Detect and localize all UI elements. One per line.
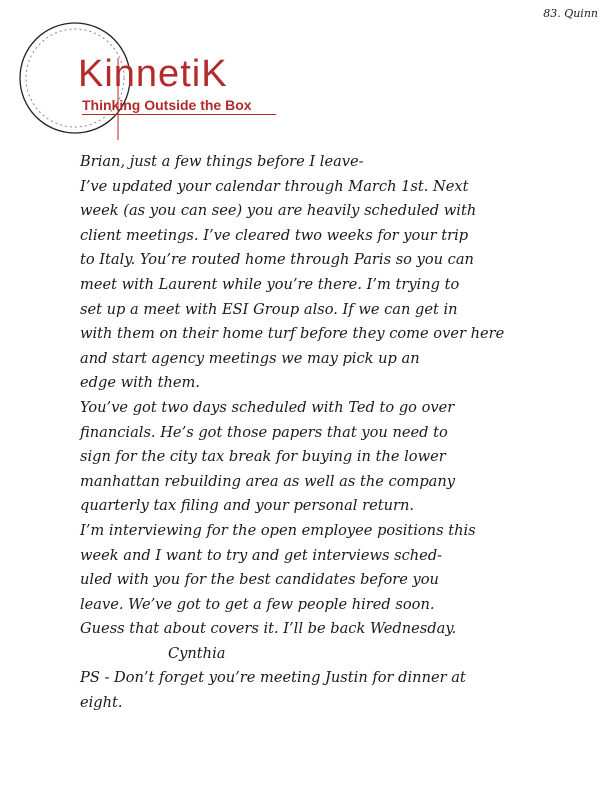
- letter-line: to Italy. You’re routed home through Paris so you can: [80, 251, 474, 269]
- page-number: 83. Quinn: [543, 7, 598, 20]
- letter-line: financials. He’s got those papers that you need to: [80, 423, 448, 441]
- letter-line: Brian, just a few things before I leave-: [80, 153, 364, 170]
- letter-line: Guess that about covers it. I’ll be back Wednesday.: [80, 620, 457, 638]
- kinnetik-logo: [0, 0, 300, 140]
- letter-line: week (as you can see) you are heavily scheduled with: [80, 202, 477, 220]
- signature: Cynthia: [168, 644, 226, 662]
- postscript-line: eight.: [80, 694, 123, 712]
- postscript-line: PS - Don’t forget you’re meeting Justin for dinner at: [80, 669, 466, 687]
- letter-line: with them on their home turf before they come over here: [80, 325, 505, 343]
- letter-line: edge with them.: [80, 374, 201, 392]
- handwritten-letter: [80, 150, 600, 716]
- letter-line: quarterly tax filing and your personal return.: [80, 497, 414, 515]
- letter-line: uled with you for the best candidates before you: [80, 571, 439, 589]
- logo-underline: [82, 114, 276, 115]
- letter-line: and start agency meetings we may pick up an: [80, 349, 420, 367]
- letter-line: leave. We’ve got to get a few people hired soon.: [80, 595, 435, 613]
- letter-line: week and I want to try and get interviews sched-: [80, 546, 443, 564]
- letter-line: sign for the city tax break for buying in the lower: [80, 448, 446, 466]
- letter-line: client meetings. I’ve cleared two weeks for your trip: [80, 226, 469, 244]
- letter-line: set up a meet with ESI Group also. If we can get in: [80, 300, 458, 318]
- letter-line: You’ve got two days scheduled with Ted to go over: [80, 398, 455, 416]
- letter-line: meet with Laurent while you’re there. I’m trying to: [80, 275, 460, 293]
- logo-name: KinnetiK: [78, 53, 228, 95]
- letter-line: I’ve updated your calendar through March 1st. Next: [80, 177, 469, 195]
- letter-line: I’m interviewing for the open employee positions this: [80, 521, 476, 539]
- letter-line: manhattan rebuilding area as well as the company: [80, 472, 456, 490]
- logo-tagline: Thinking Outside the Box: [82, 97, 252, 113]
